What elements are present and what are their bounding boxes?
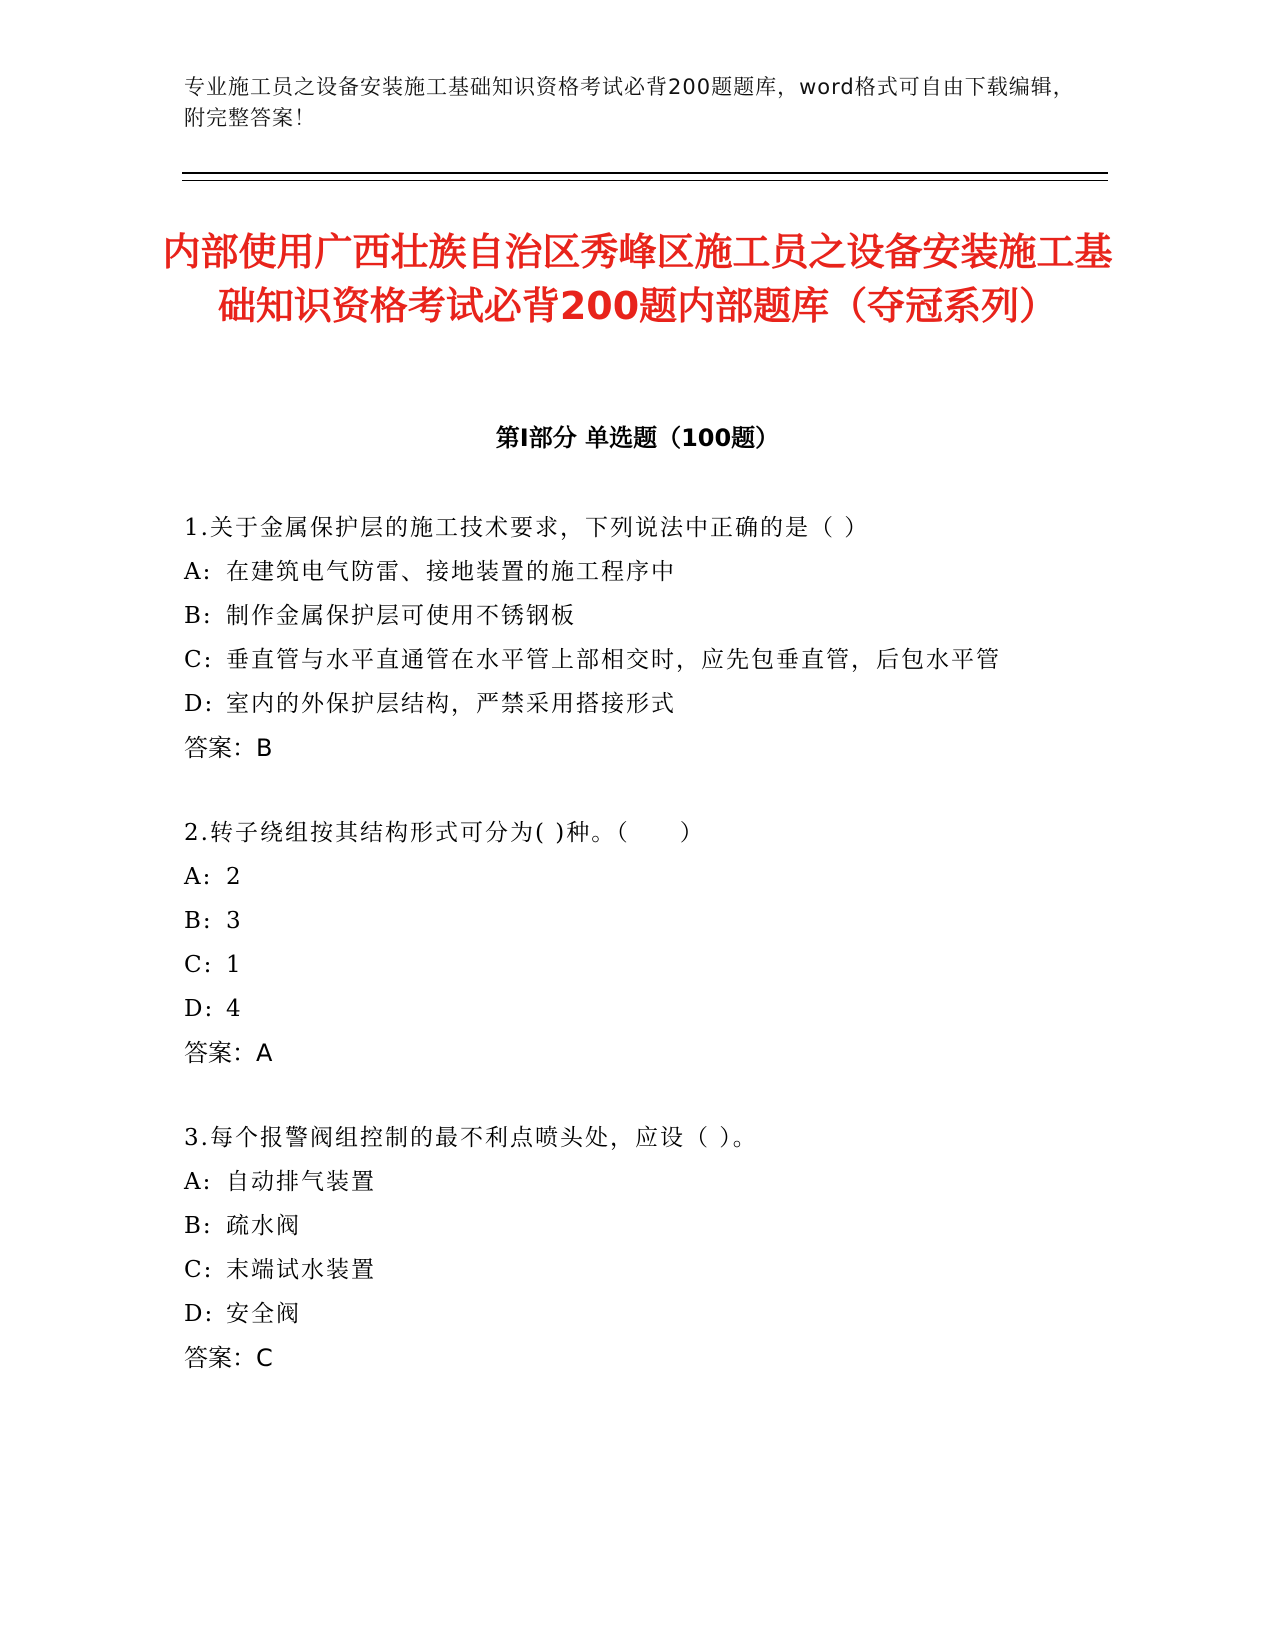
- header-divider-thin: [182, 180, 1108, 181]
- option-key: A:: [184, 864, 213, 890]
- option-key: C:: [184, 647, 214, 673]
- option-key: C:: [184, 952, 214, 978]
- option-b: [184, 594, 1064, 638]
- question-stem: 1.关于金属保护层的施工技术要求，下列说法中正确的是（ ）: [184, 515, 870, 541]
- option-text: 1: [226, 952, 243, 978]
- option-key: D:: [184, 996, 215, 1022]
- option-c: [184, 638, 1064, 682]
- question-list: [184, 506, 1064, 1421]
- option-key: B:: [184, 908, 213, 934]
- question-stem: 3.每个报警阀组控制的最不利点喷头处，应设（ ）。: [184, 1125, 758, 1151]
- document-title: 内部使用广西壮族自治区秀峰区施工员之设备安装施工基础知识资格考试必背200题内部题库（夺冠系列）: [162, 230, 1113, 328]
- option-a: [184, 550, 1064, 594]
- option-key: D:: [184, 1301, 215, 1327]
- option-text: 2: [226, 864, 243, 890]
- option-text: 疏水阀: [226, 1213, 301, 1239]
- option-text: 4: [226, 996, 243, 1022]
- option-key: B:: [184, 1213, 213, 1239]
- option-text: 制作金属保护层可使用不锈钢板: [226, 603, 576, 629]
- option-text: 自动排气装置: [226, 1169, 376, 1195]
- question-stem: 2.转子绕组按其结构形式可分为( )种。（ ）: [184, 820, 705, 846]
- option-key: A:: [184, 1169, 213, 1195]
- option-c: [184, 943, 1064, 987]
- answer-line: 答案：B: [184, 734, 273, 762]
- option-key: D:: [184, 691, 215, 717]
- option-a: [184, 1160, 1064, 1204]
- option-text: 室内的外保护层结构，严禁采用搭接形式: [226, 691, 676, 717]
- option-c: [184, 1248, 1064, 1292]
- answer-line: 答案：C: [184, 1344, 273, 1372]
- option-key: C:: [184, 1257, 214, 1283]
- answer-line: 答案：A: [184, 1039, 273, 1067]
- question-1: [184, 506, 1064, 770]
- question-3: [184, 1116, 1064, 1380]
- option-key: B:: [184, 603, 213, 629]
- header-divider-thick: [182, 172, 1108, 174]
- option-text: 垂直管与水平直通管在水平管上部相交时，应先包垂直管，后包水平管: [226, 647, 1001, 673]
- option-text: 末端试水装置: [226, 1257, 376, 1283]
- option-d: [184, 1292, 1064, 1336]
- option-d: [184, 987, 1064, 1031]
- section-heading: 第Ⅰ部分 单选题（100题）: [495, 424, 780, 452]
- option-text: 在建筑电气防雷、接地装置的施工程序中: [226, 559, 676, 585]
- option-b: [184, 899, 1064, 943]
- option-b: [184, 1204, 1064, 1248]
- header-note: 专业施工员之设备安装施工基础知识资格考试必背200题题库，word格式可自由下载编辑，附完整答案！: [184, 75, 1075, 130]
- option-a: [184, 855, 1064, 899]
- option-text: 3: [226, 908, 243, 934]
- option-text: 安全阀: [226, 1301, 301, 1327]
- option-key: A:: [184, 559, 213, 585]
- question-2: [184, 811, 1064, 1075]
- option-d: [184, 682, 1064, 726]
